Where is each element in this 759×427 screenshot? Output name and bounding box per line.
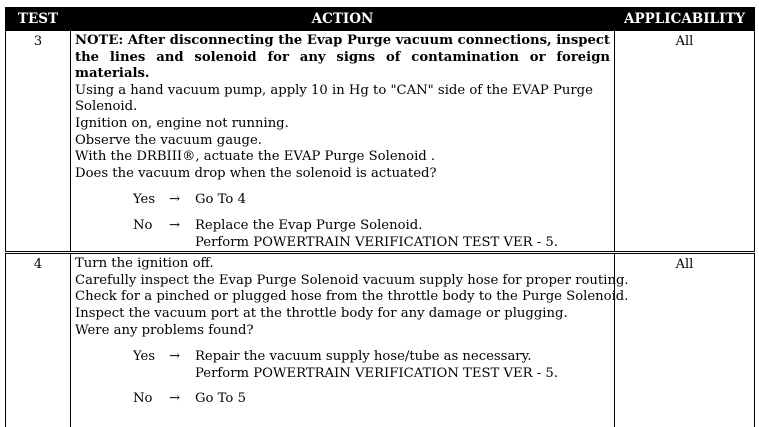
arrow-icon: → — [169, 391, 181, 407]
step-line: Check for a pinched or plugged hose from the throttle body to the Purge Solenoid. — [75, 289, 629, 305]
header-test: TEST — [6, 8, 71, 31]
step-line: Inspect the vacuum port at the throttle body for any damage or plugging. — [75, 305, 568, 321]
result-line: Go To 5 — [195, 391, 246, 407]
step-line: With the DRBIII®, actuate the EVAP Purge Solenoid . — [75, 149, 436, 165]
step-line: Turn the ignition off. — [75, 256, 214, 272]
result-line: Replace the Evap Purge Solenoid. — [195, 217, 423, 233]
header-applicability: APPLICABILITY — [615, 8, 755, 31]
result-line: Perform POWERTRAIN VERIFICATION TEST VER - 5. — [195, 365, 558, 381]
step-line: Ignition on, engine not running. — [75, 115, 289, 131]
test-number: 3 — [6, 31, 71, 253]
header-row — [6, 8, 755, 31]
branch-no — [75, 391, 610, 408]
action-cell — [71, 31, 615, 253]
diagnostic-table — [5, 7, 755, 427]
answer-label: No — [133, 391, 153, 407]
arrow-icon: → — [169, 192, 181, 208]
action-cell — [71, 253, 629, 427]
step-line: Were any problems found? — [75, 322, 254, 338]
branch-yes — [75, 192, 610, 209]
arrow-icon: → — [169, 217, 181, 233]
note-text: NOTE: After disconnecting the Evap Purge vacuum connections, inspect the lines and solenoid for any signs of contamination or foreign materials. — [75, 33, 610, 82]
step-line: Carefully inspect the Evap Purge Solenoid vacuum supply hose for proper routing. — [75, 272, 629, 288]
branch-no — [75, 218, 610, 251]
applicability-value: All — [615, 31, 755, 253]
result-line: Go To 4 — [195, 192, 246, 208]
answer-label: Yes — [133, 349, 156, 365]
branch-yes — [75, 349, 610, 382]
test-number: 4 — [6, 253, 71, 427]
arrow-icon: → — [169, 349, 181, 365]
step-line: Observe the vacuum gauge. — [75, 132, 262, 148]
table-row — [6, 253, 755, 427]
answer-label: No — [133, 217, 153, 233]
result-line: Perform POWERTRAIN VERIFICATION TEST VER - 5. — [195, 234, 558, 250]
applicability-value: All — [615, 253, 755, 427]
step-line: Using a hand vacuum pump, apply 10 in Hg to "CAN" side of the EVAP Purge Solenoid. — [75, 82, 593, 115]
step-line: Does the vacuum drop when the solenoid is actuated? — [75, 165, 437, 181]
result-line: Repair the vacuum supply hose/tube as necessary. — [195, 349, 532, 365]
answer-label: Yes — [133, 192, 156, 208]
table-row — [6, 31, 755, 253]
header-action: ACTION — [71, 8, 615, 31]
